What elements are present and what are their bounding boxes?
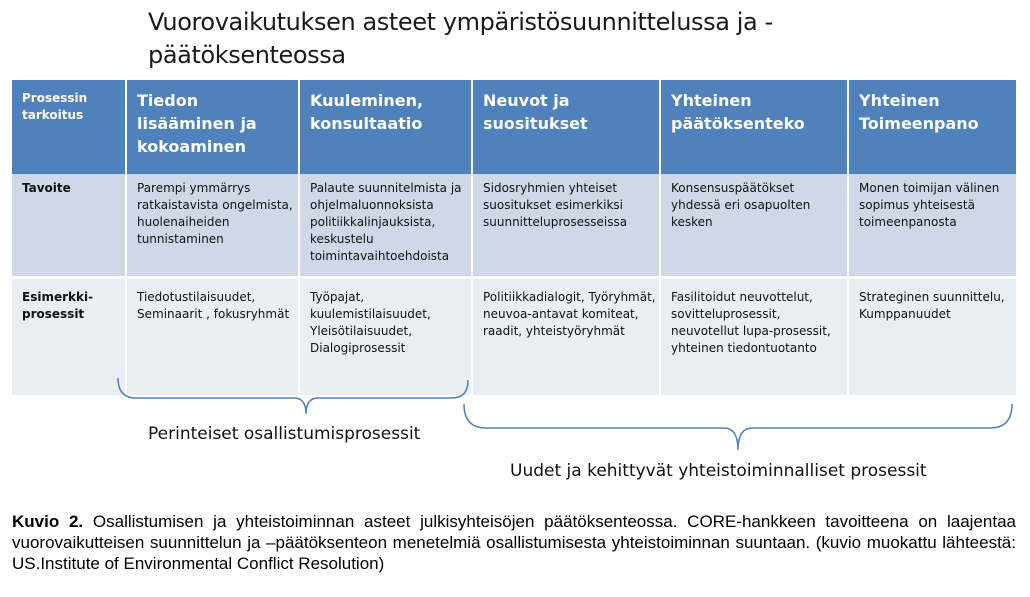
table-cell: Sidosryhmien yhteiset suositukset esimerkiksi suunnitteluprosesseissa: [472, 174, 660, 278]
table-cell: Fasilitoidut neuvottelut, sovitteluprosessit, neuvotellut lupa-prosessit, yhteinen tiedontuotanto: [660, 278, 848, 396]
table-cell: Tiedotustilaisuudet, Seminaarit , fokusryhmät: [126, 278, 299, 396]
header-joint-implementation: Yhteinen Toimeenpano: [848, 80, 1016, 174]
row-label-examples: Esimerkki-prosessit: [12, 278, 126, 396]
figure-title: Vuorovaikutuksen asteet ympäristösuunnittelussa ja -päätöksenteossa: [148, 8, 773, 69]
new-bracket: [464, 404, 1012, 450]
traditional-processes-label: Perinteiset osallistumisprosessit: [148, 424, 421, 444]
header-advice: Neuvot ja suositukset: [472, 80, 660, 174]
header-information: Tiedon lisääminen ja kokoaminen: [126, 80, 299, 174]
row-label-goal: Tavoite: [12, 174, 126, 278]
table-cell: Politiikkadialogit, Työryhmät, neuvoa-antavat komiteat, raadit, yhteistyöryhmät: [472, 278, 660, 396]
caption-label: Kuvio 2.: [12, 512, 84, 531]
header-consultation: Kuuleminen, konsultaatio: [299, 80, 472, 174]
header-purpose: Prosessin tarkoitus: [12, 80, 126, 174]
figure-caption: [12, 511, 1016, 574]
traditional-bracket: [118, 378, 468, 414]
new-processes-label: Uudet ja kehittyvät yhteistoiminnalliset prosessit: [510, 461, 927, 481]
caption-text: Osallistumisen ja yhteistoiminnan asteet julkisyhteisöjen päätöksenteossa. CORE-hankkeen tavoitteena on laajentaa vuorovaikutteisen suunnittelun ja –päätöksenteon menetelmiä osallistumisesta yhteistoiminnan suuntaan. (kuvio muokattu lähteestä: US.Institute of Environmental Conflict Resolution): [12, 512, 1017, 573]
header-joint-decision: Yhteinen päätöksenteko: [660, 80, 848, 174]
table-cell: Konsensuspäätökset yhdessä eri osapuolten kesken: [660, 174, 848, 278]
table-cell: Palaute suunnitelmista ja ohjelmaluonnoksista politiikkalinjauksista, keskustelu toimintavaihtoehdoista: [299, 174, 472, 278]
table-cell: Monen toimijan välinen sopimus yhteisestä toimeenpanosta: [848, 174, 1016, 278]
table-cell: Työpajat, kuulemistilaisuudet, Yleisötilaisuudet, Dialogiprosessit: [299, 278, 472, 396]
table-cell: Strateginen suunnittelu, Kumppanuudet: [848, 278, 1016, 396]
table-cell: Parempi ymmärrys ratkaistavista ongelmista, huolenaiheiden tunnistaminen: [126, 174, 299, 278]
